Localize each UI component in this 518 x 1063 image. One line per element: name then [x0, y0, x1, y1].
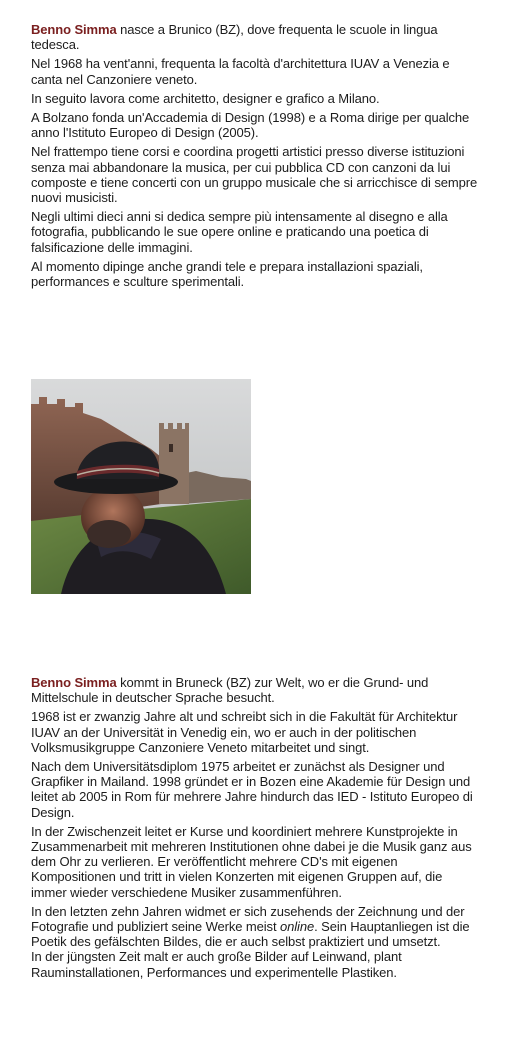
it-paragraph-5: Nel frattempo tiene corsi e coordina progetti artistici presso diverse istituzioni senza mai abbandonare la musica, per cui pubblica CD con canzoni da lui composte e tiene concerti con un gruppo musicale che si arricchisce di sempre nuovi musicisti.	[31, 144, 478, 206]
it-paragraph-2: Nel 1968 ha vent'anni, frequenta la facoltà d'architettura IUAV a Venezia e canta nel Canzoniere veneto.	[31, 56, 450, 87]
de-paragraph-2: 1968 ist er zwanzig Jahre alt und schreibt sich in die Fakultät für Architektur IUAV an der Universität in Venedig ein, wo er auch in der politischen Volksmusikgruppe Canzoniere Veneto mitarbeitet und singt.	[31, 709, 458, 755]
portrait-photo	[31, 379, 251, 594]
it-paragraph-4: A Bolzano fonda un'Accademia di Design (1998) e a Roma dirige per qualche anno l'Istituto Europeo di Design (2005).	[31, 110, 470, 141]
german-biography	[31, 675, 481, 984]
author-name-de: Benno Simma	[31, 675, 117, 690]
it-paragraph-7: Al momento dipinge anche grandi tele e prepara installazioni spaziali, performances e sculture sperimentali.	[31, 258, 423, 290]
de-paragraph-4: In der Zwischenzeit leitet er Kurse und koordiniert mehrere Kunstprojekte in Zusammenarbeit mit mehreren Institutionen ohne dabei je die Musik ganz aus dem Ohr zu verlieren. Er veröffentlicht mehrere CD's mit eigenen Kompositionen und tritt in vielen Konzerten mit eigenen Gruppen auf, die immer wieder verschiedene Musiker zusammenführen.	[31, 823, 472, 900]
author-name: Benno Simma	[31, 22, 117, 37]
italian-biography	[31, 22, 481, 293]
it-paragraph-1: Benno Simma nasce a Brunico (BZ), dove frequenta le scuole in lingua tedesca.	[31, 22, 438, 53]
de-paragraph-3: Nach dem Universitätsdiplom 1975 arbeitet er zunächst als Designer und Grapfiker in Mailand. 1998 gründet er in Bozen eine Akademie für Design und leitet ab 2005 in Rom für mehrere Jahre hindurch das IED - Istituto Europeo di Design.	[31, 759, 473, 820]
it-paragraph-6: Negli ultimi dieci anni si dedica sempre più intensamente al disegno e alla fotografia, pubblicando le sue opere online e praticando una poetica di falsificazione delle immagini.	[31, 209, 448, 255]
de-paragraph-5: In den letzten zehn Jahren widmet er sich zusehends der Zeichnung und der Fotografie und publiziert seine Werke meist online. Sein Hauptanliegen ist die Poetik des gefälschten Bildes, die er auch selbst praktiziert und umsetzt.	[31, 903, 470, 950]
it-paragraph-3: In seguito lavora come architetto, designer e grafico a Milano.	[31, 90, 380, 106]
de-paragraph-1: Benno Simma kommt in Bruneck (BZ) zur Welt, wo er die Grund- und Mittelschule in deutscher Sprache besucht.	[31, 675, 429, 706]
de-paragraph-6: In der jüngsten Zeit malt er auch große Bilder auf Leinwand, plant Rauminstallationen, Performances und experimentelle Plastiken.	[31, 949, 402, 980]
